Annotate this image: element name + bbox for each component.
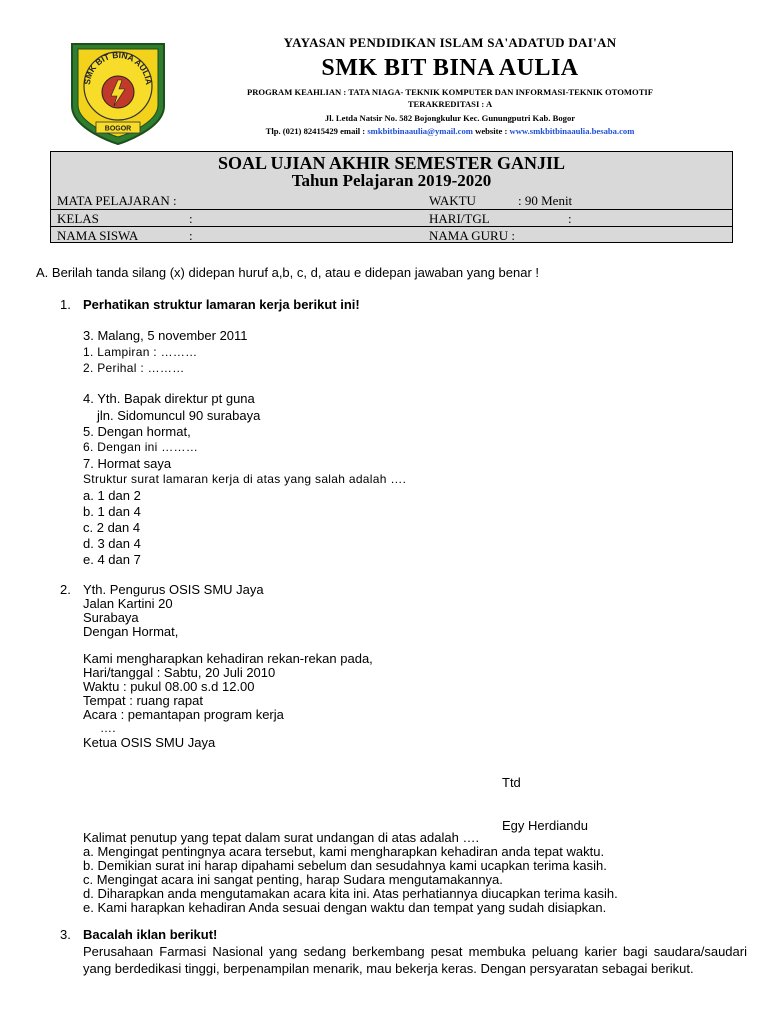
- day-label: HARI/TGL: [429, 211, 490, 226]
- email-link[interactable]: smkbitbinaaulia@ymail.com: [367, 126, 473, 136]
- student-colon: :: [189, 228, 193, 243]
- exam-row-subject: [51, 192, 732, 209]
- q2-letter-line: Waktu : pukul 08.00 s.d 12.00: [83, 679, 255, 694]
- exam-title: SOAL UJIAN AKHIR SEMESTER GANJIL: [217, 153, 566, 173]
- q1-line: 2. Perihal : ………: [83, 361, 185, 375]
- website-label: website :: [475, 126, 508, 136]
- q1-line: 4. Yth. Bapak direktur pt guna: [83, 391, 255, 406]
- day-colon: :: [568, 211, 572, 226]
- q3-paragraph: Perusahaan Farmasi Nasional yang sedang berkembang pesat membuka peluang karier bagi saudara/saudari yang berdedikasi tinggi, berpenampilan menarik, mau bekerja keras. Dengan persyaratan sebagai berikut.: [83, 944, 747, 976]
- q2-question: Kalimat penutup yang tepat dalam surat undangan di atas adalah ….: [83, 830, 480, 845]
- exam-row-student: [51, 226, 732, 244]
- program-line: PROGRAM KEAHLIAN : TATA NIAGA- TEKNIK KOMPUTER DAN INFORMASI-TEKNIK OTOMOTIF: [246, 87, 654, 97]
- foundation-name: YAYASAN PENDIDIKAN ISLAM SA'ADATUD DAI'AN: [283, 35, 617, 50]
- q2-option-d[interactable]: d. Diharapkan anda mengutamakan acara kita ini. Atas perhatiannya diucapkan terima kasih.: [83, 886, 618, 901]
- q1-option-b[interactable]: b. 1 dan 4: [83, 504, 141, 519]
- q2-option-a[interactable]: a. Mengingat pentingnya acara tersebut, kami mengharapkan kehadiran anda tepat waktu.: [83, 844, 605, 859]
- program-info: [190, 86, 710, 110]
- q1-line: 7. Hormat saya: [83, 456, 172, 471]
- q1-option-c[interactable]: c. 2 dan 4: [83, 520, 141, 535]
- q2-option-e[interactable]: e. Kami harapkan kehadiran Anda sesuai dengan waktu dan tempat yang sudah disiapkan.: [83, 900, 607, 915]
- instruction: A. Berilah tanda silang (x) didepan huruf a,b, c, d, atau e didepan jawaban yang benar !: [36, 265, 540, 280]
- class-label: KELAS: [57, 211, 99, 226]
- q2-letter-line: ….: [100, 721, 116, 735]
- exam-header-box: [50, 151, 733, 243]
- website-link[interactable]: www.smkbitbinaaulia.besaba.com: [509, 126, 635, 136]
- time-label: WAKTU: [429, 193, 476, 208]
- phone-email-label: Tlp. (021) 82415429 email :: [265, 126, 366, 136]
- q2-letter-line: Ketua OSIS SMU Jaya: [83, 735, 216, 750]
- school-logo-icon: [58, 36, 178, 148]
- q1-question: Struktur surat lamaran kerja di atas yang salah adalah ….: [83, 472, 407, 486]
- q1-option-d[interactable]: d. 3 dan 4: [83, 536, 141, 551]
- q1-line: 5. Dengan hormat,: [83, 424, 191, 439]
- accreditation-line: TERAKREDITASI : A: [407, 99, 493, 109]
- q2-letter-line: Yth. Pengurus OSIS SMU Jaya: [83, 582, 264, 597]
- q2-letter-line: Surabaya: [83, 610, 139, 625]
- school-contact: [190, 126, 710, 136]
- q2-option-c[interactable]: c. Mengingat acara ini sangat penting, harap Sudara mengutamakannya.: [83, 872, 503, 887]
- q1-line: 3. Malang, 5 november 2011: [83, 328, 248, 343]
- q2-letter-line: Acara : pemantapan program kerja: [83, 707, 284, 722]
- q1-line: 6. Dengan ini ………: [83, 440, 199, 454]
- q2-letter-line: Jalan Kartini 20: [83, 596, 173, 611]
- q2-ttd: Ttd: [502, 775, 521, 790]
- q2-signer: Egy Herdiandu: [502, 818, 588, 833]
- student-label: NAMA SISWA: [57, 228, 139, 243]
- logo-text: SMK BIT BINA AULIA: [81, 49, 155, 86]
- q1-number: 1.: [60, 297, 71, 312]
- q3-number: 3.: [60, 927, 71, 942]
- q2-letter-line: Dengan Hormat,: [83, 624, 179, 639]
- q1-option-e[interactable]: e. 4 dan 7: [83, 552, 141, 567]
- logo-city: BOGOR: [104, 125, 132, 133]
- time-value: : 90 Menit: [518, 193, 573, 208]
- school-address: Jl. Letda Natsir No. 582 Bojongkulur Kec. Gunungputri Kab. Bogor: [324, 113, 576, 123]
- q2-letter-line: Hari/tanggal : Sabtu, 20 Juli 2010: [83, 665, 276, 680]
- q2-number: 2.: [60, 582, 71, 597]
- q1-line: 1. Lampiran : ………: [83, 345, 198, 359]
- class-colon: :: [189, 211, 193, 226]
- q2-letter-line: Kami mengharapkan kehadiran rekan-rekan pada,: [83, 651, 373, 666]
- q1-prompt: Perhatikan struktur lamaran kerja berikut ini!: [83, 297, 360, 312]
- school-name: SMK BIT BINA AULIA: [321, 55, 579, 81]
- exam-year: Tahun Pelajaran 2019-2020: [291, 171, 492, 190]
- q2-letter-line: Tempat : ruang rapat: [83, 693, 203, 708]
- q1-line: jln. Sidomuncul 90 surabaya: [97, 408, 261, 423]
- q3-prompt: Bacalah iklan berikut!: [83, 927, 218, 942]
- teacher-label: NAMA GURU :: [429, 228, 515, 243]
- q2-option-b[interactable]: b. Demikian surat ini harap dipahami sebelum dan sesudahnya kami ucapkan terima kasih.: [83, 858, 607, 873]
- exam-row-class: [51, 209, 732, 227]
- q1-option-a[interactable]: a. 1 dan 2: [83, 488, 141, 503]
- subject-label: MATA PELAJARAN :: [57, 193, 177, 208]
